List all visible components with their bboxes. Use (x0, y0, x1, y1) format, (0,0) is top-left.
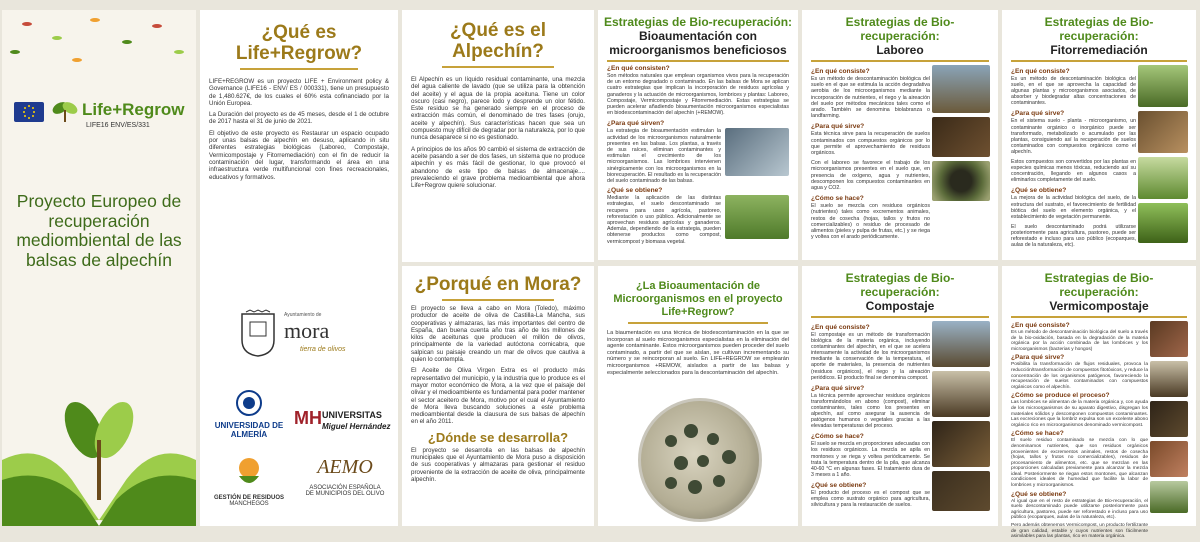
project-title: Proyecto Europeo de recuperación mediombiental de las balsas de alpechín (16, 191, 182, 270)
divider (1011, 60, 1187, 62)
field-photo (725, 195, 789, 239)
aemo-logo (296, 456, 394, 520)
almeria-logo (208, 390, 290, 446)
panel-title (806, 15, 994, 57)
strategy-subtitle: Fitorremediación (1050, 43, 1148, 57)
paragraph: Es un método de descontaminación biológica del suelo a través de la bio-oxidación, basada en la degradación de la materia orgánica por la acción combinada de las lombrices y los microorganismos (bacterias y hongos) (1011, 330, 1148, 352)
strategy-title: Estrategias de Bio-recuperación: (1044, 15, 1154, 43)
section-heading: ¿Cómo se produce el proceso? (1011, 392, 1110, 400)
beds-photo (1150, 361, 1188, 397)
cover-panel (2, 10, 196, 526)
panel-title (1006, 15, 1192, 57)
almeria-seal-icon (236, 390, 262, 416)
section-body (607, 195, 789, 245)
divider (240, 68, 358, 70)
life-regrow-logo (50, 94, 190, 134)
paragraph: Es un método de descontaminación biológica del suelo, en el que se aprovecha la capacidad de algunas plantas y microorganismos asociados, de absorber y biodegradar altas concentraciones de contaminantes. (1011, 76, 1136, 107)
compost-product-photo (932, 471, 990, 511)
bioaumentacion-panel (598, 10, 798, 260)
photo-column (1138, 65, 1190, 252)
laboreo-panel (802, 10, 998, 260)
strategy-subtitle: Bioaumentación con microorganismos beneficiosos (609, 29, 787, 57)
paragraph: En el sistema suelo - planta - microorganismo, un contaminante orgánico o inorgánico puede ser transformado, metabolizado o acumulado por las plantas, consiguiendo así la recuperación de suelos contaminados con compuestos orgánicos como el alpechín. (1011, 118, 1136, 155)
field-plants-photo (1138, 203, 1188, 243)
mora-text: mora (284, 318, 330, 343)
mora-logo (240, 306, 370, 366)
paragraph: La mejora de la actividad biológica del suelo, de la estructura del sustrato, el favorecimiento de fertilidad biótica del suelo en elemento orgánica, y el establecimiento de vegetación permanente. (1011, 195, 1136, 220)
panel-title (602, 15, 794, 57)
paragraph: El suelo se mezcla con residuos orgánicos (nutrientes) tales como excrementos animales, restos de cosecha (hojas, tallos y frutos no comercializables) o residuo de procesado de alimentos (pieles y pulpa de frutas, etc.) y se riega y voltea con el arado periódicamente. (811, 203, 930, 241)
samples-photo (932, 161, 990, 201)
section-subtitle: ¿Dónde se desarrolla? (427, 429, 569, 445)
compost-rows-photo (932, 371, 990, 417)
alpechin-panel (402, 10, 594, 262)
divider (607, 60, 789, 62)
photo-column (1150, 321, 1190, 542)
section-heading: ¿En qué consiste? (811, 324, 870, 331)
worms-photo (1150, 321, 1188, 357)
paragraph: El proyecto se desarrolla en las balsas de alpechín municipales que el Ayuntamiento de Mora puso a disposición de sus cooperativas y almazaras para gestionar el residuo proveniente de la extracción de aceite de oliva, principalmente alpechín. (411, 446, 585, 483)
vermicompostaje-panel (1002, 266, 1196, 540)
divider (442, 299, 554, 301)
strategy-title: Estrategias de Bio-recuperación: (603, 15, 793, 29)
paragraph: Las lombrices se alimentan de la materia orgánica y, con ayuda de los microorganismos de su aparato digestivo, disgregan los materiales sólidos y descomponen compuestos contaminantes. Las excreciones que la lombriz expulsa son un excelente abono orgánico rico en microorganismos denominado vermicompost. (1011, 400, 1148, 428)
section-heading: ¿Para qué sirven? (607, 120, 665, 128)
panel-title (806, 271, 994, 313)
panel-title: ¿Porqué en Mora? (414, 274, 582, 295)
umh-text-1: UNIVERSITAS (322, 410, 382, 420)
mora-caption: Ayuntamiento de (284, 312, 322, 318)
paragraph: Es un método de descontaminación biológica del suelo en el que se estimula la acción degradativa aerobia de los microorganismos mediante la incorporación de nutrientes, el riego y la aireación del suelo por métodos mecánicos tales como el arado. También se denomina biolabranza o landfarming. (811, 76, 930, 120)
gestion-text-1: GESTIÓN DE RESIDUOS (213, 495, 284, 501)
text-column (1002, 321, 1150, 542)
strategy-subtitle: Vermicompostaje (1049, 299, 1149, 313)
tractor-photo (932, 65, 990, 113)
section-heading: ¿Cómo se hace? (811, 195, 864, 203)
paragraph: LIFE+REGROW es un proyecto LIFE + Environment policy & Governance (LIFE16 - ENV/ ES / 000331), tiene un presupuesto de 1,480.627€, de los cuales el 60% esta cofinanciado por la Unión Europea. (209, 78, 389, 107)
text-column (802, 321, 932, 512)
aemo-text-1: ASOCIACIÓN ESPAÑOLA (309, 485, 381, 491)
section-heading: ¿Qué se obtiene? (811, 481, 867, 489)
strategy-title: Estrategias de Bio-recuperación: (1044, 271, 1154, 299)
section-heading: ¿Qué se obtiene? (1011, 187, 1067, 195)
aemo-text-2: DE MUNICIPIOS DEL OLIVO (305, 491, 385, 497)
hands-leaf-illustration (2, 370, 196, 526)
life-regrow-panel (200, 10, 398, 526)
paragraph: El compostaje es un método de transformación biológica de la materia orgánica, incluyendo contaminantes del alpechín, en el que se acelera intensamente la actividad de los microorganismos mediante la conservación de la temperatura, el aporte de materiales, la presencia de nutrientes (residuos orgánicos), el riego y la aireación periódicos. El producto final se denomina compost. (811, 332, 930, 381)
divider (442, 66, 554, 68)
divider (811, 60, 989, 62)
section-heading: ¿En qué consiste? (1011, 322, 1070, 329)
worm-detail-photo (1150, 441, 1188, 477)
eu-flag-icon (14, 102, 44, 122)
gestion-text-2: MANCHEGOS (229, 501, 269, 507)
paragraph: Al igual que en el resto de estrategias de Bio-recuperación, el suelo descontaminado puede utilizarse posteriormente para agricultura, pastoreo, puede ser reforestado e incluso para uso público (ecoparques, aulas de la naturaleza, etc). (1011, 498, 1148, 521)
paragraph: El suelo residuo contaminado se mezcla con lo que denominamos nutrientes, que son residuos orgánicos provenientes de excrementos animales, restos de cosecha (hojas, tallos y frutos no comercializables), residuos de procesamiento de alimentos, etc. que se mezclan en las proporciones calculadas previamente para alcanzar la mezcla ideal. Posteriormente se riegan estos montones, que alcanzan condiciones ideales de humedad que facilite la labor de lombrices y microorganismos. (1011, 438, 1148, 489)
section-heading: ¿En qué consisten? (607, 65, 670, 72)
sprouts-photo (1138, 157, 1188, 199)
section-heading: ¿Qué se obtiene? (1011, 490, 1067, 498)
paragraph: La Duración del proyecto es de 45 meses, desde el 1 de octubre de 2017 hasta el 31 de junio de 2021. (209, 111, 389, 126)
umh-icon: MH (294, 408, 322, 428)
petri-dish-photo (638, 398, 762, 522)
roots-photo (1138, 111, 1188, 153)
section-heading: ¿Qué se obtiene? (607, 187, 663, 195)
paragraph: Esta técnica sirve para la recuperación de suelos contaminados con compuestos orgánicos por lo que permite el aprovechamiento de residuos orgánicos. (811, 131, 930, 157)
umh-text-2: Miguel Hernández (322, 422, 391, 431)
divider (628, 322, 768, 324)
paragraph: La biaumentación es una técnica de biodescontaminación en la que se incorporan al suelo microorganismos especialistas en la eliminación del agente contaminante. Estos microorganismos pueden proceder del suelo contaminado, a partir del que se aíslan, se cultivan incrementando su número y se reincorporan al suelo. En LIFE+REGROW se emplearán microorganismos +REMOW, aislados a partir de las balsas y especialmente seleccionados para la descontaminación del alpechín. (607, 330, 789, 376)
text-column (802, 65, 932, 244)
divider (1011, 316, 1187, 318)
compost-detail-photo (932, 421, 990, 467)
mora-crest-icon (240, 310, 276, 358)
section-heading: ¿Para qué sirve? (1011, 110, 1065, 118)
content-row (802, 65, 998, 244)
confetti-decoration (2, 10, 196, 70)
content-row (1002, 65, 1196, 252)
bioaumentacion-project-panel (598, 266, 798, 526)
section-heading: ¿Cómo se hace? (1011, 430, 1064, 438)
section-heading: ¿Para qué sirve? (811, 123, 865, 131)
panel-title: ¿Qué es Life+Regrow? (235, 22, 363, 64)
compostaje-panel (802, 266, 998, 526)
photo-column (932, 321, 992, 512)
section-heading: ¿En qué consiste? (1011, 68, 1070, 75)
text-column (1002, 65, 1138, 252)
gestion-residuos-icon (234, 456, 264, 490)
paragraph: La técnica permite aprovechar residuos orgánicos transformándolos en abono (compost), eliminar contaminantes, tales como los presentes en alpechín, así como asegurar la ausencia de patógenos humanos o vegetales gracias a las elevadas temperaturas del proceso. (811, 392, 930, 430)
logo-text: Life+Regrow (82, 100, 185, 119)
paragraph: El objetivo de este proyecto es Restaurar un espacio ocupado por unas balsas de alpechín en desuso, aplicando in situ diferentes estrategias biológicas (Laboreo, Compostaje, Vermicompostaje y Fitorremediación) con el fin de reducir la contaminación del lugar, transformando el área en una infraestructura verde multifuncional con fines recreacionales, educativos y formativos. (209, 129, 389, 181)
paragraph: Mediante la aplicación de las distintas estrategias, el suelo descontaminado se recupera para usos agrícola, pastoreo, reforestación o uso público. Adicionalmente se aprovechan residuos agrícolas y ganaderos. Además, dependiendo de la estrategia, pueden obtenerse productos como compost, vermicompost y biomasa vegetal. (607, 195, 721, 245)
paragraph: El Alpechín es un líquido residual contaminante, una mezcla del agua caliente de lavado (que se utiliza para la obtención del aceite) y el agua de la propia aceituna. Tiene un color oscuro (casi negro), parece lodo y desprende un olor fétido. Este residuo se ha generado siempre en el proceso de extracción más común, el denominado de tres fases (orujo, aceite y alpechín). Sus características hacen que sea un compuesto muy difícil de degradar por la naturaleza, por lo que nunca desaparece si no es gestionado. (411, 76, 585, 142)
photo-column (932, 65, 992, 244)
mora-sub: tierra de olivos (300, 346, 346, 353)
vermicompost-photo (1150, 401, 1188, 437)
paragraph: Con el laboreo se favorece el trabajo de los microorganismos presentes en el suelo que, en presencia de oxígeno, agua y nutrientes, descomponen los compuestos contaminantes en agua y CO2. (811, 160, 930, 192)
umh-logo (294, 404, 394, 444)
paragraph: El proyecto se lleva a cabo en Mora (Toledo), máximo productor de aceite de oliva de Castilla-La Mancha, sus cooperativas y almazaras, las más importantes del centro de España, dan buena cuenta año tras año de los millones de kilos de aceitunas que producen el millón de olivos, principalmente de la variedad autóctona cornicabra, que salpican su paisaje creando un mar de olivos que cautiva a quien lo contempla. (411, 305, 585, 364)
section-heading: ¿En qué consiste? (811, 68, 870, 75)
plants-photo (1138, 65, 1188, 107)
leaf-logo-icon (50, 96, 80, 126)
panel-title: ¿Qué es el Alpechín? (449, 20, 547, 62)
microscope-photo (725, 128, 789, 176)
almeria-text: UNIVERSIDAD DE ALMERÍA (214, 421, 284, 439)
compost-pile-photo (932, 321, 990, 367)
soil-photo (932, 117, 990, 157)
paragraph: El suelo descontaminado podrá utilizarse posteriormente para agricultura, pastoreo, puede ser reforestado e incluso para uso público (ecoparques, aulas de la naturaleza, etc). (1011, 223, 1136, 249)
mora-panel (402, 266, 594, 526)
section-heading: ¿Cómo se hace? (811, 433, 864, 441)
section-heading: ¿Para qué sirve? (1011, 354, 1065, 362)
paragraph: El producto del proceso es el compost que se emplea como sustrato orgánico para agricultura, silvicultura y para la restauración de suelos. (811, 489, 930, 509)
divider (811, 316, 989, 318)
content-row (1002, 321, 1196, 542)
paragraph: La estrategia de bioaumentación estimulan la actividad de los microorganismos naturalmente presentes en las balsas. Los plantas, a través de sus raíces, eliminan contaminantes y estimulan el crecimiento de los microorganismos. Las lombrices intervienen sinérgicamente con los microorganismos en la biorecuperación. El resultado es la recuperación del suelo contaminado de las balsas. (607, 128, 721, 185)
paragraph: Pero además obtenemos Vermicompost, un producto fertilizante de gran calidad, estable y cuyos nutrientes son fácilmente asimilables para las plantas, rico en materia orgánica. (1011, 523, 1148, 540)
strategy-title: Estrategias de Bio-recuperación: (845, 271, 955, 299)
strategy-subtitle: Laboreo (876, 43, 924, 57)
strategy-subtitle: Compostaje (865, 299, 935, 313)
paragraph: El suelo se mezcla en proporciones adecuadas con los residuos orgánicos. La mezcla se apila en montones y se riega y voltea periódicamente. Se trata la temperatura dentro de la pila, que alcanza 40-60 °C en algunas fases. El tratamiento dura de 3 meses a 1 año. (811, 441, 930, 478)
content-row (802, 321, 998, 512)
fitorremediacion-panel (1002, 10, 1196, 260)
section-body (607, 128, 789, 184)
panel-title (1006, 271, 1192, 313)
logo-code: LIFE16 ENV/ES/331 (86, 122, 150, 129)
paragraph: Estos compuestos son convertidos por las plantas en especies químicas menos tóxicas, reduciendo así su concentración, llegando en algunos casos a eliminarlos completamente del suelo. (1011, 159, 1136, 184)
gestion-residuos-logo (208, 456, 290, 520)
strategy-title: Estrategias de Bio-recuperación: (845, 15, 955, 43)
aemo-icon: AEMO (317, 456, 373, 478)
paragraph: A principios de los años 90 cambió el sistema de extracción de aceite pasando a ser de dos fases, un sistema que no produce alpechín y es más fácil de gestionar, lo que provocó el abandono de este tipo de balsas de almacenaje.... prevaleciendo el grave problema medioambiental que ahora Life+Regrow quiere solucionar. (411, 145, 585, 190)
paragraph: Posibilita la transformación de flujos residuales, provoca la reducción/transformación de compuestos fitotóxicos, y reduce la concentración de los organismos patógenos, favoreciendo la recuperación de suelos contaminados con compuestos orgánicos como el alpechín. (1011, 362, 1148, 390)
section-heading: ¿Para qué sirve? (811, 384, 865, 392)
panel-title: ¿La Bioaumentación de Microorganismos en el proyecto Life+Regrow? (613, 280, 783, 318)
paragraph: Son métodos naturales que emplean organismos vivos para la recuperación de un entorno degradado o contaminado. En las balsas de Mora se aplican cuatro estrategias que implican la incorporación de residuos agrícolas y ganaderos y la actuación de microorganismos, lombrices y plantas: Laboreo, Compostaje, Vermicompostaje y Fitorremediación. Estas estrategias se pueden acelerar añadiendo bioaumentación microorganismos especialistas en biodescontaminación del alpechín (+REMOW). (607, 73, 789, 117)
bags-photo (1150, 481, 1188, 513)
paragraph: El Aceite de Oliva Virgen Extra es el producto más representativo del municipio, y la industria que lo produce es el mayor motor económico de Mora, a la vez que el paisaje del olivar y el medioambiente es fundamental para poder mantener el sector aceitero de Mora, motivo por el cual el Ayuntamiento de Mora lleva buscando soluciones a este problema medioambiental desde la clausura de sus balsas de alpechín en el año 2011. (411, 367, 585, 426)
